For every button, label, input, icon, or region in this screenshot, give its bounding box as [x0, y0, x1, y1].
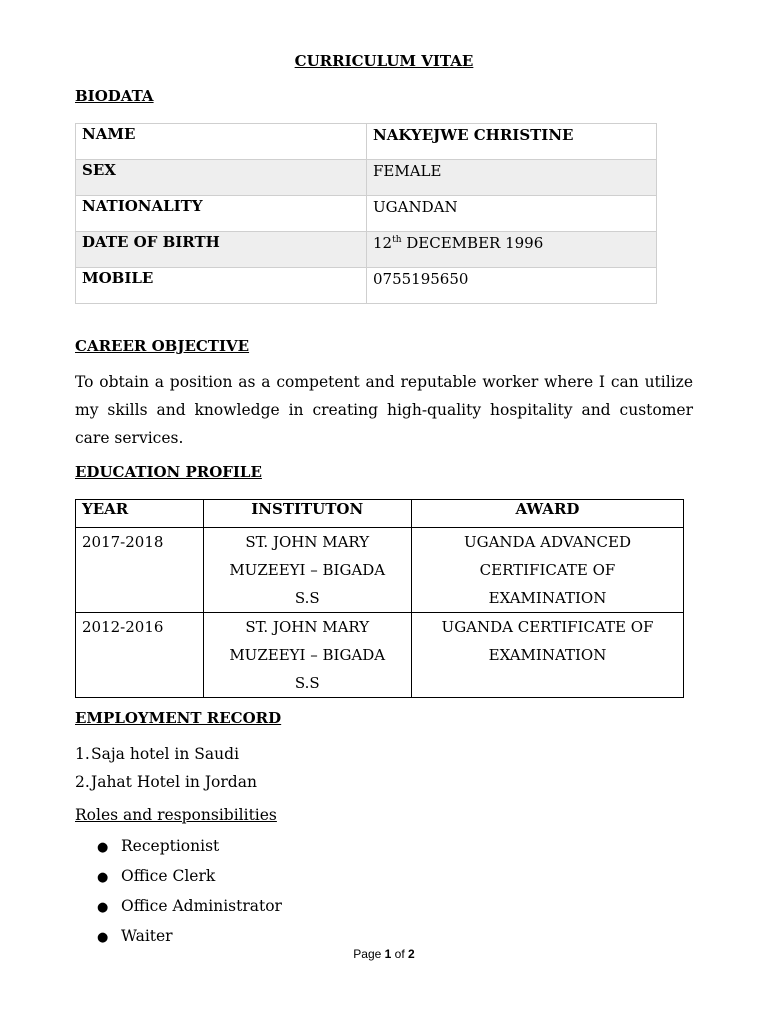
award-cell [411, 613, 683, 698]
list-number: 1. [75, 745, 90, 763]
table-row [76, 528, 684, 613]
list-number: 2. [75, 773, 90, 791]
mobile-value: 0755195650 [373, 270, 469, 288]
biodata-value [367, 160, 657, 196]
biodata-label: DATE OF BIRTH [76, 232, 367, 268]
list-item [97, 832, 282, 862]
footer-total-pages: 2 [408, 947, 415, 961]
year-cell: 2017-2018 [76, 528, 204, 613]
dob-suffix: th [392, 235, 402, 245]
biodata-label: MOBILE [76, 268, 367, 304]
biodata-table [75, 123, 657, 304]
role-item: Office Administrator [121, 897, 282, 915]
column-header-year: YEAR [76, 500, 204, 528]
footer-current-page: 1 [384, 947, 392, 961]
sex-value: FEMALE [373, 162, 442, 180]
table-row [76, 196, 657, 232]
table-row [76, 268, 657, 304]
role-item: Office Clerk [121, 867, 216, 885]
employment-heading: EMPLOYMENT RECORD [75, 709, 282, 727]
document-title: CURRICULUM VITAE [294, 52, 474, 70]
table-row [76, 232, 657, 268]
institution-cell [203, 613, 411, 698]
career-heading: CAREER OBJECTIVE [75, 337, 250, 355]
award-line: UGANDA ADVANCED [463, 533, 631, 551]
biodata-value [367, 196, 657, 232]
biodata-value [367, 268, 657, 304]
list-item [75, 768, 257, 796]
institution-line: ST. JOHN MARY [245, 533, 370, 551]
award-cell [411, 528, 683, 613]
page-footer [0, 947, 768, 961]
list-item [97, 892, 282, 922]
institution-line: MUZEEYI – BIGADA [229, 561, 386, 579]
dob-rest: DECEMBER 1996 [401, 234, 544, 252]
education-heading: EDUCATION PROFILE [75, 463, 262, 481]
table-header-row [76, 500, 684, 528]
biodata-heading: BIODATA [75, 87, 154, 105]
role-item: Receptionist [121, 837, 220, 855]
employment-item: Saja hotel in Saudi [91, 745, 240, 763]
award-line: EXAMINATION [488, 589, 607, 607]
institution-line: MUZEEYI – BIGADA [229, 646, 386, 664]
bullet-icon: ● [97, 840, 109, 855]
bullet-icon: ● [97, 930, 109, 945]
list-item [97, 862, 282, 892]
dob-value [373, 232, 543, 253]
list-item [75, 740, 257, 768]
year-cell: 2012-2016 [76, 613, 204, 698]
employment-item: Jahat Hotel in Jordan [91, 773, 257, 791]
award-line: EXAMINATION [488, 646, 607, 664]
institution-line: ST. JOHN MARY [245, 618, 370, 636]
bullet-icon: ● [97, 870, 109, 885]
column-header-institution: INSTITUTON [203, 500, 411, 528]
biodata-value [367, 124, 657, 160]
award-line: UGANDA CERTIFICATE OF [441, 618, 654, 636]
education-table [75, 499, 684, 698]
nationality-value: UGANDAN [373, 198, 458, 216]
column-header-award: AWARD [411, 500, 683, 528]
roles-heading: Roles and responsibilities [75, 806, 277, 824]
name-value: NAKYEJWE CHRISTINE [373, 126, 574, 144]
biodata-label: NATIONALITY [76, 196, 367, 232]
bullet-icon: ● [97, 900, 109, 915]
biodata-label: NAME [76, 124, 367, 160]
footer-prefix: Page [353, 947, 385, 961]
biodata-value [367, 232, 657, 268]
table-row [76, 160, 657, 196]
role-item: Waiter [121, 927, 173, 945]
institution-line: S.S [294, 674, 320, 692]
career-objective-text: To obtain a position as a competent and reputable worker where I can utilize my skills and knowledge in creating high-quality hospitality and customer care services. [75, 373, 693, 447]
table-row [76, 124, 657, 160]
biodata-label: SEX [76, 160, 367, 196]
roles-list [97, 832, 282, 952]
award-line: CERTIFICATE OF [479, 561, 616, 579]
institution-line: S.S [294, 589, 320, 607]
employment-list [75, 740, 257, 796]
footer-middle: of [391, 947, 409, 961]
dob-day: 12 [373, 234, 393, 252]
institution-cell [203, 528, 411, 613]
table-row [76, 613, 684, 698]
